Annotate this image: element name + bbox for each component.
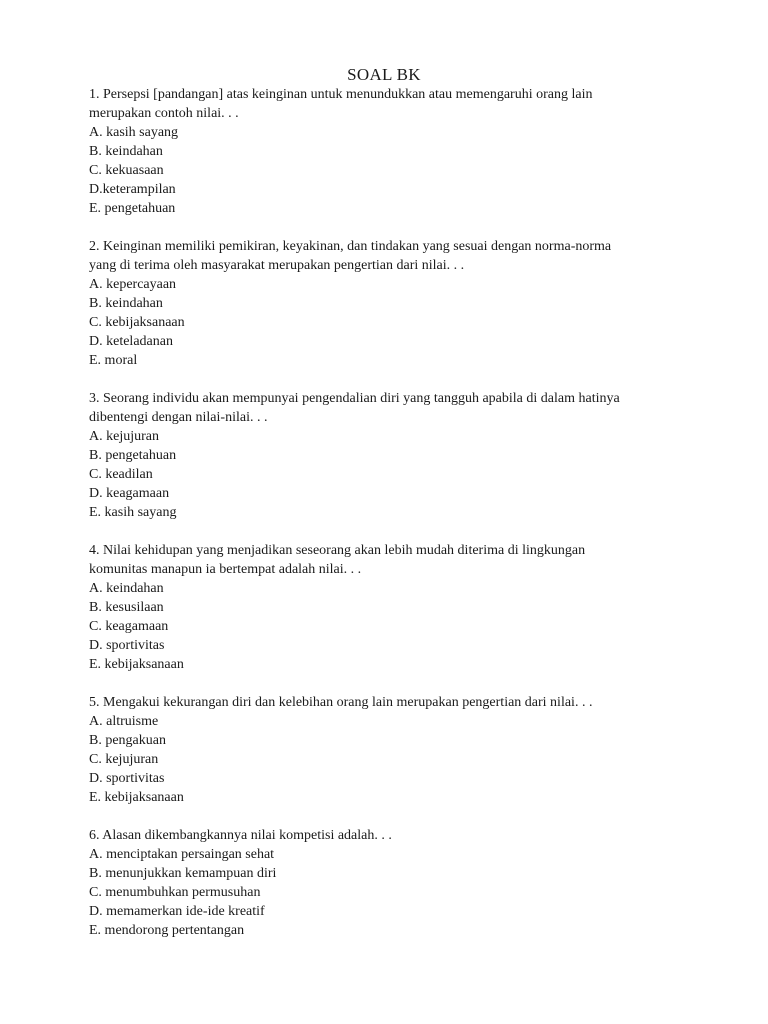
option-c: C. keagamaan <box>89 619 169 634</box>
option-a: A. kepercayaan <box>89 277 177 292</box>
option-c: C. menumbuhkan permusuhan <box>89 885 261 900</box>
option-c: C. kekuasaan <box>89 163 164 178</box>
option-d: D. keagamaan <box>89 486 170 501</box>
option-list <box>89 712 689 807</box>
option-list <box>89 427 689 522</box>
question-text: 6. Alasan dikembangkannya nilai kompetisi adalah. . . <box>89 828 392 843</box>
option-e: E. mendorong pertentangan <box>89 923 245 938</box>
option-list <box>89 845 689 940</box>
question-item <box>89 541 689 674</box>
option-e: E. kasih sayang <box>89 505 177 520</box>
option-e: E. pengetahuan <box>89 201 176 216</box>
option-e: E. moral <box>89 353 138 368</box>
question-text: 3. Seorang individu akan mempunyai pengendalian diri yang tangguh apabila di dalam hatinya dibentengi dengan nilai-nilai. . . <box>89 391 620 425</box>
question-item <box>89 389 689 522</box>
option-a: A. keindahan <box>89 581 164 596</box>
option-list <box>89 275 689 370</box>
option-b: B. menunjukkan kemampuan diri <box>89 866 277 881</box>
question-list <box>89 85 689 959</box>
option-c: C. kejujuran <box>89 752 159 767</box>
option-b: B. pengetahuan <box>89 448 177 463</box>
question-text: 5. Mengakui kekurangan diri dan kelebihan orang lain merupakan pengertian dari nilai. . . <box>89 695 593 710</box>
question-item <box>89 85 689 218</box>
question-item <box>89 826 689 940</box>
option-c: C. keadilan <box>89 467 153 482</box>
option-d: D. memamerkan ide-ide kreatif <box>89 904 265 919</box>
option-a: A. kejujuran <box>89 429 159 444</box>
option-a: A. kasih sayang <box>89 125 179 140</box>
question-item <box>89 693 689 807</box>
option-b: B. keindahan <box>89 144 163 159</box>
option-d: D.keterampilan <box>89 182 176 197</box>
question-text: 4. Nilai kehidupan yang menjadikan seseorang akan lebih mudah diterima di lingkungan komunitas manapun ia bertempat adalah nilai. . . <box>89 543 586 577</box>
option-d: D. sportivitas <box>89 771 165 786</box>
option-c: C. kebijaksanaan <box>89 315 185 330</box>
question-item <box>89 237 689 370</box>
option-d: D. keteladanan <box>89 334 173 349</box>
document-title: SOAL BK <box>347 65 421 84</box>
option-list <box>89 579 689 674</box>
option-list <box>89 123 689 218</box>
question-text: 1. Persepsi [pandangan] atas keinginan untuk menundukkan atau memengaruhi orang lain merupakan contoh nilai. . . <box>89 87 593 121</box>
option-b: B. keindahan <box>89 296 163 311</box>
option-a: A. altruisme <box>89 714 159 729</box>
option-a: A. menciptakan persaingan sehat <box>89 847 275 862</box>
option-e: E. kebijaksanaan <box>89 657 184 672</box>
option-b: B. pengakuan <box>89 733 166 748</box>
question-text: 2. Keinginan memiliki pemikiran, keyakinan, dan tindakan yang sesuai dengan norma-norma yang di terima oleh masyarakat merupakan pengertian dari nilai. . . <box>89 239 612 273</box>
option-e: E. kebijaksanaan <box>89 790 184 805</box>
option-b: B. kesusilaan <box>89 600 164 615</box>
option-d: D. sportivitas <box>89 638 165 653</box>
